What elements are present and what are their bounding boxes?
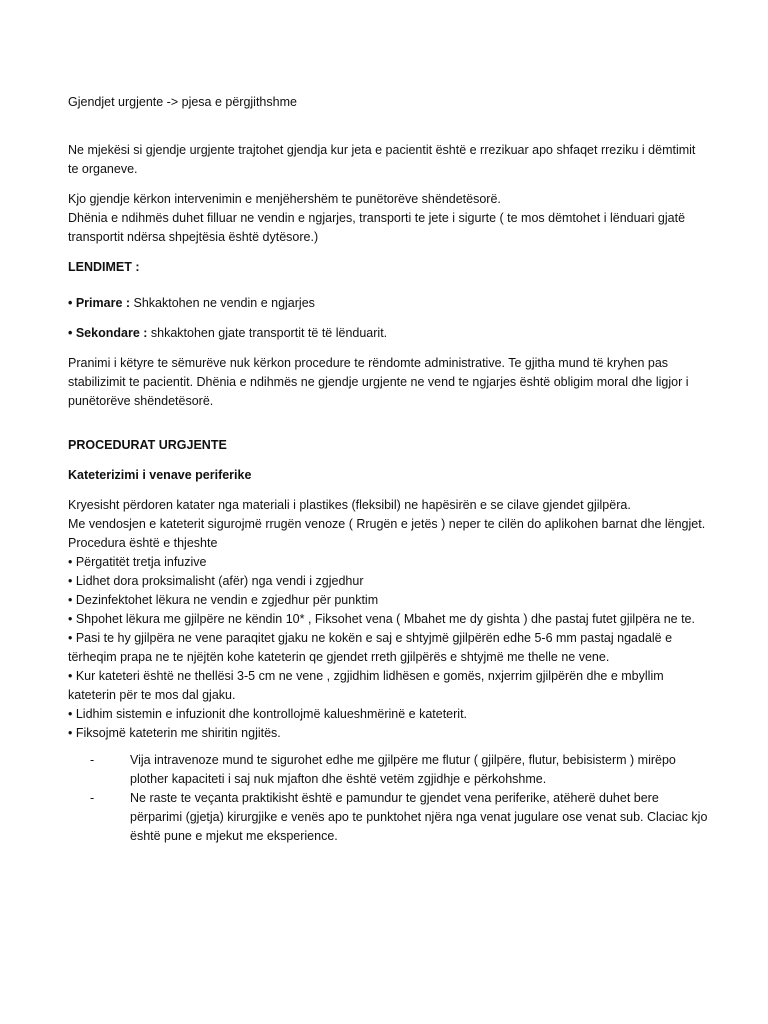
intervention-line-1: Kjo gjendje kërkon intervenimin e menjëhershëm te punëtorëve shëndetësorë. (68, 192, 501, 206)
kateterizimi-line-2: Me vendosjen e kateterit sigurojmë rrugën venoze ( Rrugën e jetës ) neper te cilën do aplikohen barnat dhe lëngjet. (68, 517, 706, 531)
procedure-step-7: • Lidhim sistemin e infuzionit dhe kontrollojmë kalueshmërinë e kateterit. (68, 707, 468, 721)
procedure-step-3: • Dezinfektohet lëkura ne vendin e zgjedhur për punktim (68, 593, 379, 607)
document-title: Gjendjet urgjente -> pjesa e përgjithshme (68, 95, 297, 109)
dash-bullet: - (90, 753, 95, 767)
pranimi-paragraph: Pranimi i këtyre te sëmurëve nuk kërkon procedure te rëndomte administrative. Te gjitha mund të kryhen pas stabilizimit te pacientit. Dhënia e ndihmës ne gjendje urgjente ne vend te ngjarjes është obligim moral dhe ligjor i punëtorëve shëndetësorë. (68, 356, 689, 408)
intervention-line-2: Dhënia e ndihmës duhet filluar ne vendin e ngjarjes, transporti te jete i sigurte ( te mos dëmtohet i lënduari gjatë transportit ndërsa shpejtësia është dytësore.) (68, 211, 686, 244)
procedure-step-8: • Fiksojmë kateterin me shiritin ngjitës. (68, 726, 281, 740)
intro-paragraph: Ne mjekësi si gjendje urgjente trajtohet gjendja kur jeta e pacientit është e rrezikuar apo shfaqet rreziku i dëmtimit te organeve. (68, 143, 696, 176)
primare-item (68, 294, 708, 313)
note-item-butterfly (90, 751, 708, 789)
note-text: Vija intravenoze mund te sigurohet edhe me gjilpëre me flutur ( gjilpëre, flutur, bebisisterm ) mirëpo plother kapaciteti i saj nuk mjafton dhe është vetëm zgjidhje e përkohshme. (130, 753, 676, 786)
sekondare-label: • Sekondare : (68, 326, 148, 340)
procedure-step-5: • Pasi te hy gjilpëra ne vene paraqitet gjaku ne kokën e saj e shtyjmë gjilpërën edhe 5-6 mm pastaj ngadalë e tërheqim prapa ne te njëjtën kohe kateterin qe gjendet rreth gjilpërës e shtyjmë me thelle ne vene. (68, 631, 673, 664)
primare-text: Shkaktohen ne vendin e ngjarjes (130, 296, 315, 310)
procedurat-heading: PROCEDURAT URGJENTE (68, 438, 227, 452)
note-text: Ne raste te veçanta praktikisht është e pamundur te gjendet vena periferike, atëherë duhet bere përparimi (gjetja) kirurgjike e venës apo te punktohet njëra nga venat jugulare ose venat sub. Claciac kjo është pune e mjekut me eksperience. (130, 791, 708, 843)
sekondare-text: shkaktohen gjate transportit të të lënduarit. (147, 326, 388, 340)
note-item-surgical (90, 789, 708, 846)
document-page (68, 93, 708, 857)
dash-bullet: - (90, 791, 95, 805)
kateterizimi-body (68, 496, 708, 846)
lendimet-heading: LENDIMET : (68, 260, 140, 274)
sekondare-item (68, 324, 708, 343)
procedure-step-2: • Lidhet dora proksimalisht (afër) nga vendi i zgjedhur (68, 574, 364, 588)
notes-list (68, 751, 708, 846)
intervention-paragraph (68, 190, 708, 247)
spacer (68, 422, 708, 436)
primare-label: • Primare : (68, 296, 131, 310)
spacer (68, 123, 708, 141)
procedure-step-6: • Kur kateteri është ne thellësi 3-5 cm ne vene , zgjidhim lidhësen e gomës, nxjerrim gjilpërën dhe e mbyllim kateterin për te mos dal gjaku. (68, 669, 664, 702)
kateterizimi-line-1: Kryesisht përdoren katater nga materiali i plastikes (fleksibil) ne hapësirën e se cilave gjendet gjilpëra. (68, 498, 631, 512)
procedure-step-1: • Përgatitët tretja infuzive (68, 555, 207, 569)
kateterizimi-heading: Kateterizimi i venave periferike (68, 468, 252, 482)
kateterizimi-line-3: Procedura është e thjeshte (68, 536, 218, 550)
procedure-step-4: • Shpohet lëkura me gjilpëre ne këndin 10* , Fiksohet vena ( Mbahet me dy gishta ) dhe pastaj futet gjilpëra ne te. (68, 612, 695, 626)
